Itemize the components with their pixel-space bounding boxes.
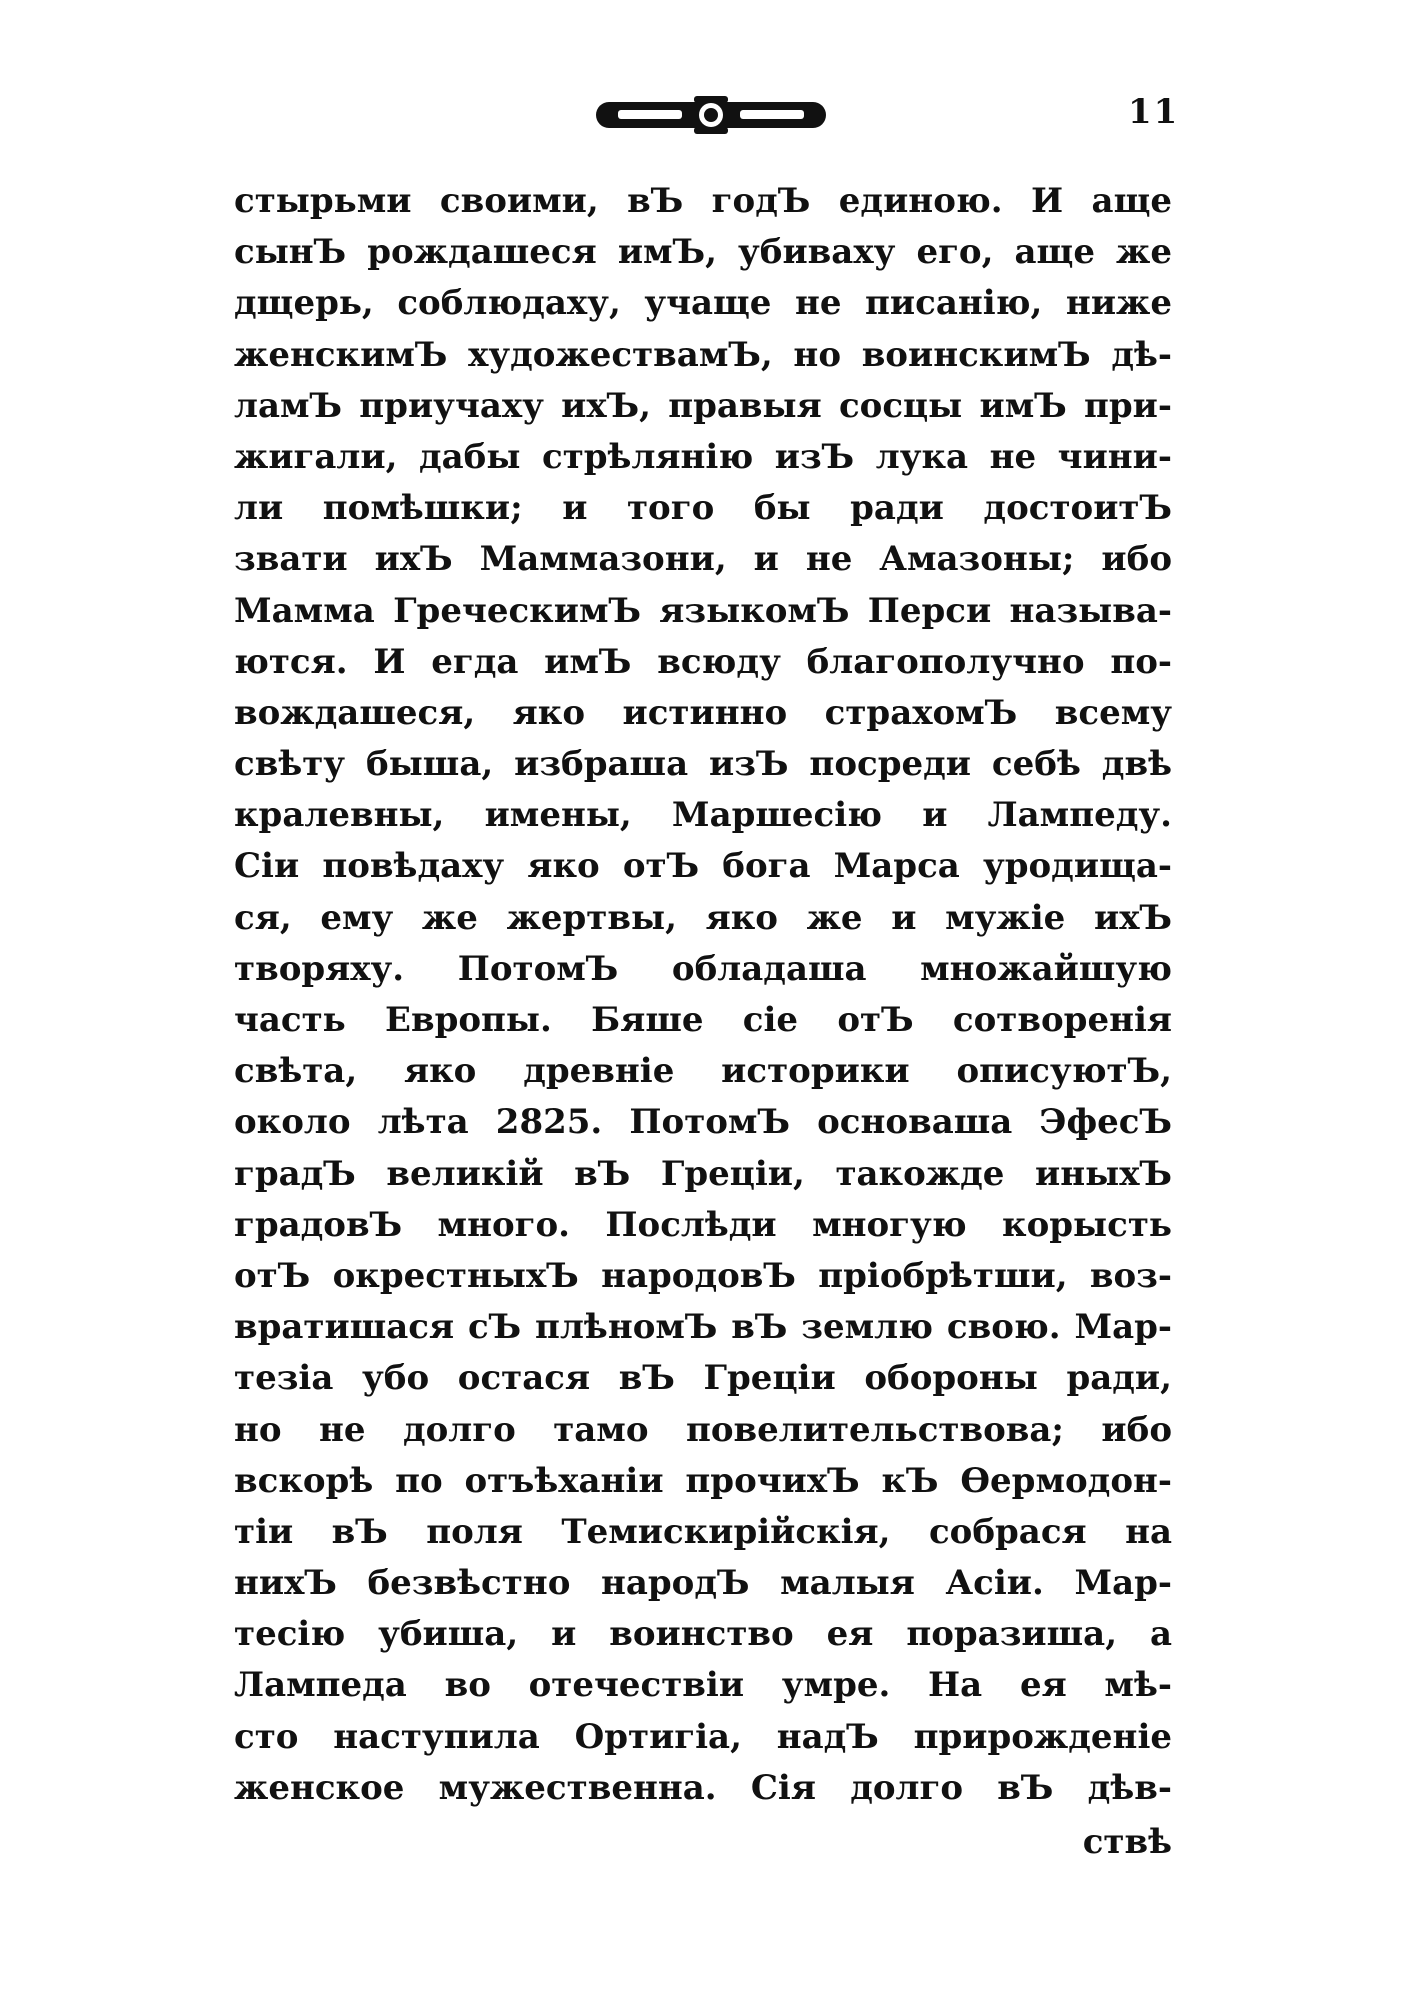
text-line: дщерь, соблюдаху, учаще не писанію, ниже <box>234 283 1172 324</box>
text-line: Сіи повѣдаху яко отЪ бога Марса уродища- <box>234 846 1172 887</box>
ornament-headpiece <box>596 96 826 134</box>
text-line: свѣту быша, избраша изЪ посреди себѣ двѣ <box>234 744 1172 785</box>
text-line: ламЪ приучаху ихЪ, правыя сосцы имЪ при- <box>234 385 1172 426</box>
text-line: жигали, дабы стрѣлянію изЪ лука не чини- <box>234 436 1172 477</box>
text-line: но не долго тамо повелительствова; ибо <box>234 1409 1172 1450</box>
text-line: тіи вЪ поля Темискирійскія, собрася на <box>234 1511 1172 1552</box>
text-line: тезіа убо остася вЪ Греціи обороны ради, <box>234 1358 1172 1399</box>
text-line: вождашеся, яко истинно страхомЪ всему <box>234 692 1172 733</box>
text-line: творяху. ПотомЪ обладаша множайшую <box>234 948 1172 989</box>
text-line: часть Европы. Бяше сіе отЪ сотворенія <box>234 1000 1172 1040</box>
text-line: тесію убиша, и воинство ея поразиша, а <box>234 1614 1172 1655</box>
text-line: Лампеда во отечествіи умре. На ея мѣ- <box>234 1665 1172 1706</box>
page-number: 11 <box>1128 92 1180 132</box>
text-line: женскимЪ художествамЪ, но воинскимЪ дѣ- <box>234 334 1172 375</box>
body-text <box>234 176 1172 1814</box>
text-line: вскорѣ по отъѣханіи прочихЪ кЪ Ѳермодон- <box>234 1460 1172 1501</box>
text-line: вратишася сЪ плѣномЪ вЪ землю свою. Мар- <box>234 1307 1172 1348</box>
text-line: сынЪ рождашеся имЪ, убиваху его, аще же <box>234 232 1172 273</box>
text-line: женское мужественна. Сія долго вЪ дѣв- <box>234 1767 1172 1808</box>
text-line: градовЪ много. Послѣди многую корысть <box>234 1204 1172 1245</box>
text-line: ли помѣшки; и того бы ради достоитЪ <box>234 488 1172 529</box>
text-line: кралевны, имены, Маршесію и Лампеду. <box>234 795 1172 836</box>
text-line: стырьми своими, вЪ годЪ единою. И аще <box>234 181 1172 221</box>
text-line: нихЪ безвѣстно народЪ малыя Асіи. Мар- <box>234 1563 1172 1604</box>
text-line: ются. И егда имЪ всюду благополучно по- <box>234 641 1172 682</box>
text-line: Мамма ГреческимЪ языкомЪ Перси называ- <box>234 590 1172 631</box>
catchword: ствѣ <box>1082 1822 1172 1862</box>
text-line: около лѣта 2825. ПотомЪ основаша ЭфесЪ <box>234 1102 1172 1143</box>
text-line: свѣта, яко древніе историки описуютЪ, <box>234 1051 1172 1092</box>
text-line: звати ихЪ Маммазони, и не Амазоны; ибо <box>234 539 1172 580</box>
text-line: ся, ему же жертвы, яко же и мужіе ихЪ <box>234 897 1172 938</box>
text-line: сто наступила Ортигіа, надЪ прирожденіе <box>234 1716 1172 1757</box>
text-line: градЪ великій вЪ Греціи, такожде иныхЪ <box>234 1153 1172 1194</box>
text-line: отЪ окрестныхЪ народовЪ пріобрѣтши, воз- <box>234 1255 1172 1296</box>
